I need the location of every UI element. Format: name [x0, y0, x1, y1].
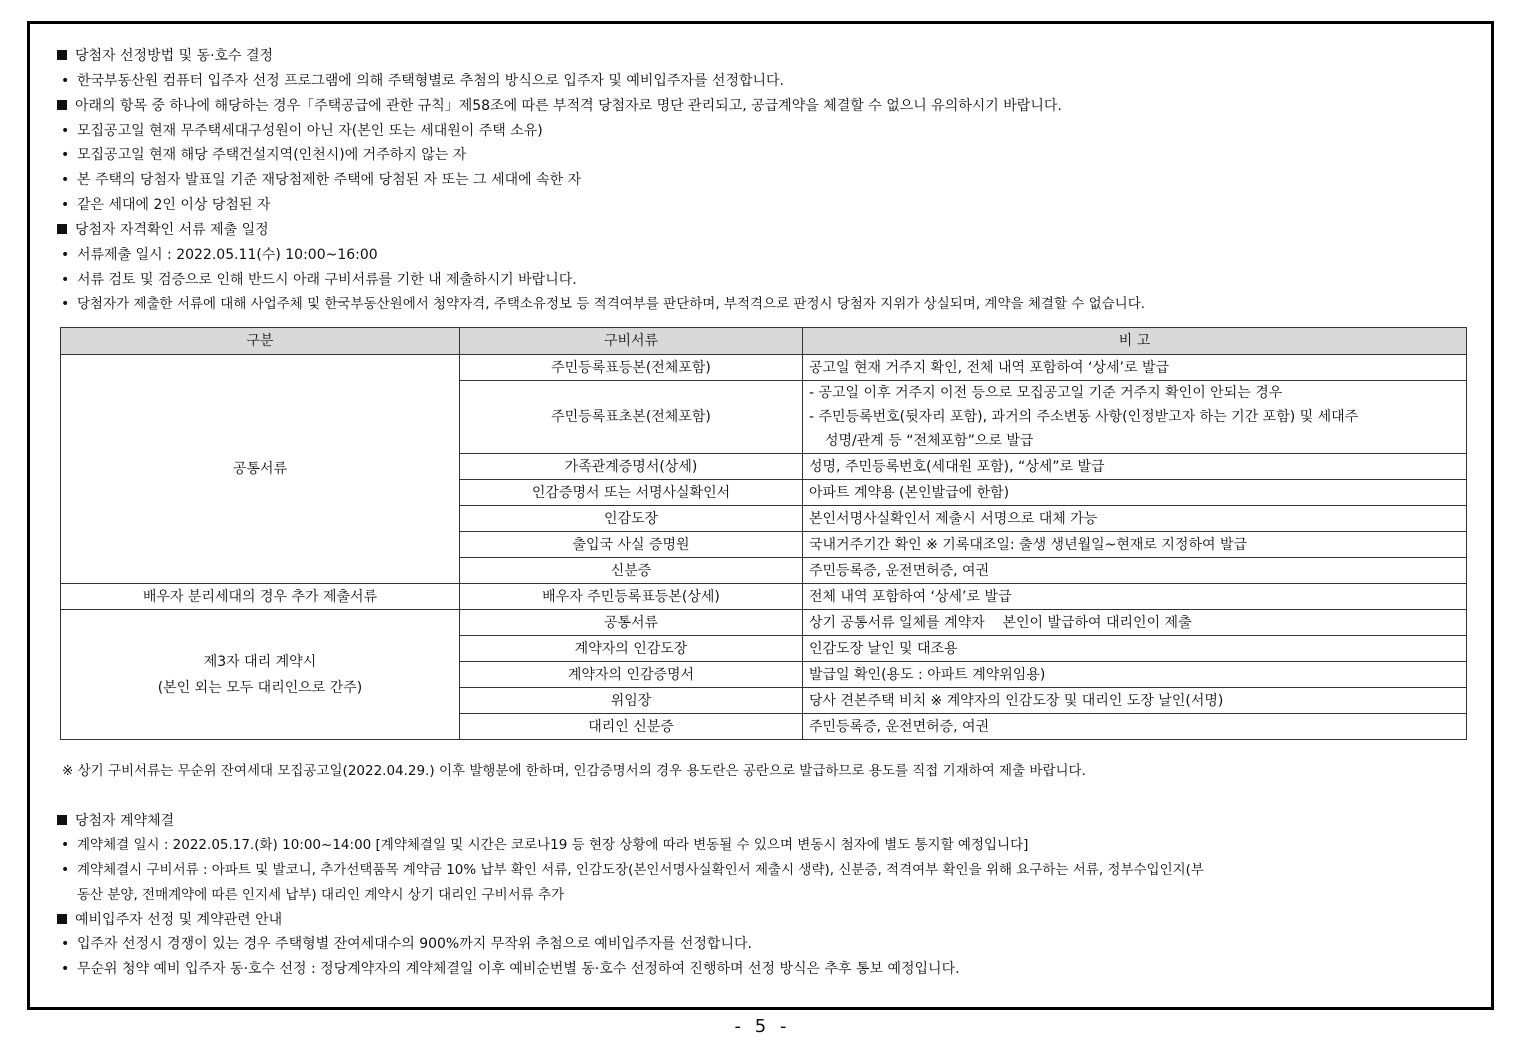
- doc-cell: 인감증명서 또는 서명사실확인서: [460, 480, 803, 506]
- note-cell: 상기 공통서류 일체를 계약자 본인이 발급하여 대리인이 제출: [803, 610, 1467, 636]
- section-heading-documents: 당첨자 자격확인 서류 제출 일정: [57, 221, 269, 239]
- group-spouse: 배우자 분리세대의 경우 추가 제출서류: [61, 584, 460, 610]
- section-heading-contract: 당첨자 계약체결: [57, 812, 174, 830]
- note-cell: 성명/관계 등 “전체포함”으로 발급: [803, 429, 1467, 454]
- note-cell: 국내거주기간 확인 ※ 기록대조일: 출생 생년월일~현재로 지정하여 발급: [803, 532, 1467, 558]
- square-bullet-icon: [57, 914, 67, 924]
- note-cell: 발급일 확인(용도 : 아파트 계약위임용): [803, 662, 1467, 688]
- note-cell: 본인서명사실확인서 제출시 서명으로 대체 가능: [803, 506, 1467, 532]
- list-item: • 본 주택의 당첨자 발표일 기준 재당첨제한 주택에 당첨된 자 또는 그 세대에 속한 자: [61, 172, 582, 188]
- note-cell: 성명, 주민등록번호(세대원 포함), “상세”로 발급: [803, 454, 1467, 480]
- group-proxy-title: 제3자 대리 계약시: [203, 653, 317, 670]
- list-item: • 서류제출 일시 : 2022.05.11(수) 10:00~16:00: [61, 247, 378, 263]
- section-heading-reserve: 예비입주자 선정 및 계약관련 안내: [57, 911, 282, 929]
- column-header-documents: 구비서류: [460, 328, 803, 355]
- list-item: • 계약체결 일시 : 2022.05.17.(화) 10:00~14:00 [계약체결일 및 시간은 코로나19 등 현장 상황에 따라 변동될 수 있으며 변동시 첨자에 별도 통지할 예정입니다]: [61, 837, 1029, 853]
- square-bullet-icon: [57, 224, 67, 234]
- required-documents-table: [60, 327, 1467, 740]
- column-header-category: 구분: [61, 328, 460, 355]
- doc-cell: 주민등록표초본(전체포함): [460, 381, 803, 454]
- doc-cell: 가족관계증명서(상세): [460, 454, 803, 480]
- list-item: • 입주자 선정시 경쟁이 있는 경우 주택형별 잔여세대수의 900%까지 무작위 추첨으로 예비입주자를 선정합니다.: [61, 936, 752, 952]
- page-number: - 5 -: [734, 1016, 791, 1037]
- section-heading-selection: 당첨자 선정방법 및 동·호수 결정: [57, 47, 273, 65]
- doc-cell: 인감도장: [460, 506, 803, 532]
- doc-cell: 계약자의 인감도장: [460, 636, 803, 662]
- table-row: [61, 584, 1467, 610]
- table-row: [61, 355, 1467, 381]
- list-item: • 무순위 청약 예비 입주자 동·호수 선정 : 정당계약자의 계약체결일 이후 예비순번별 동·호수 선정하여 진행하며 선정 방식은 추후 통보 예정입니다.: [61, 961, 960, 977]
- column-header-remarks: 비 고: [803, 328, 1467, 355]
- list-item: • 계약체결시 구비서류 : 아파트 및 발코니, 추가선택품목 계약금 10% 납부 확인 서류, 인감도장(본인서명사실확인서 제출시 생략), 신분증, 적격여부 확인을 위해 요구하는 서류, 정부수입인지(부: [61, 862, 1204, 878]
- doc-cell: 공통서류: [460, 610, 803, 636]
- group-proxy-subtitle: (본인 외는 모두 대리인으로 간주): [157, 679, 363, 696]
- note-cell: 아파트 계약용 (본인발급에 한함): [803, 480, 1467, 506]
- doc-cell: 대리인 신분증: [460, 714, 803, 740]
- doc-cell: 신분증: [460, 558, 803, 584]
- note-cell: 주민등록증, 운전면허증, 여권: [803, 714, 1467, 740]
- note-cell: 전체 내역 포함하여 ‘상세’로 발급: [803, 584, 1467, 610]
- doc-cell: 주민등록표등본(전체포함): [460, 355, 803, 381]
- group-common: 공통서류: [61, 355, 460, 584]
- list-item: • 당첨자가 제출한 서류에 대해 사업주체 및 한국부동산원에서 청약자격, 주택소유정보 등 적격여부를 판단하며, 부적격으로 판정시 당첨자 지위가 상실되며, 계약을 체결할 수 없습니다.: [61, 296, 1146, 312]
- list-item: • 모집공고일 현재 무주택세대구성원이 아닌 자(본인 또는 세대원이 주택 소유): [61, 123, 543, 139]
- note-cell: 당사 견본주택 비치 ※ 계약자의 인감도장 및 대리인 도장 날인(서명): [803, 688, 1467, 714]
- square-bullet-icon: [57, 815, 67, 825]
- note-cell: - 공고일 이후 거주지 이전 등으로 모집공고일 기준 거주지 확인이 안되는 경우: [803, 381, 1467, 406]
- list-item: • 같은 세대에 2인 이상 당첨된 자: [61, 197, 271, 213]
- table-row: [61, 610, 1467, 636]
- list-item: • 모집공고일 현재 해당 주택건설지역(인천시)에 거주하지 않는 자: [61, 147, 467, 163]
- section-heading-ineligible: 아래의 항목 중 하나에 해당하는 경우「주택공급에 관한 규칙」제58조에 따른 부적격 당첨자로 명단 관리되고, 공급계약을 체결할 수 없으니 유의하시기 바랍니다.: [57, 97, 1062, 115]
- doc-cell: 계약자의 인감증명서: [460, 662, 803, 688]
- list-item: • 서류 검토 및 검증으로 인해 반드시 아래 구비서류를 기한 내 제출하시기 바랍니다.: [61, 272, 577, 288]
- table-footnote: ※ 상기 구비서류는 무순위 잔여세대 모집공고일(2022.04.29.) 이후 발행분에 한하며, 인감증명서의 경우 용도란은 공란으로 발급하므로 용도를 직접 기재하여 제출 바랍니다.: [62, 763, 1086, 779]
- doc-cell: 배우자 주민등록표등본(상세): [460, 584, 803, 610]
- doc-cell: 위임장: [460, 688, 803, 714]
- list-item: • 한국부동산원 컴퓨터 입주자 선정 프로그램에 의해 주택형별로 추첨의 방식으로 입주자 및 예비입주자를 선정합니다.: [61, 73, 785, 89]
- table-header-row: [61, 328, 1467, 355]
- square-bullet-icon: [57, 100, 67, 110]
- doc-cell: 출입국 사실 증명원: [460, 532, 803, 558]
- group-proxy: [61, 610, 460, 740]
- note-cell: 공고일 현재 거주지 확인, 전체 내역 포함하여 ‘상세’로 발급: [803, 355, 1467, 381]
- note-cell: 인감도장 날인 및 대조용: [803, 636, 1467, 662]
- square-bullet-icon: [57, 50, 67, 60]
- note-cell: 주민등록증, 운전면허증, 여권: [803, 558, 1467, 584]
- list-item-continuation: 동산 분양, 전매계약에 따른 인지세 납부) 대리인 계약시 상기 대리인 구비서류 추가: [77, 887, 565, 903]
- note-cell: - 주민등록번호(뒷자리 포함), 과거의 주소변동 사항(인정받고자 하는 기간 포함) 및 세대주: [803, 405, 1467, 429]
